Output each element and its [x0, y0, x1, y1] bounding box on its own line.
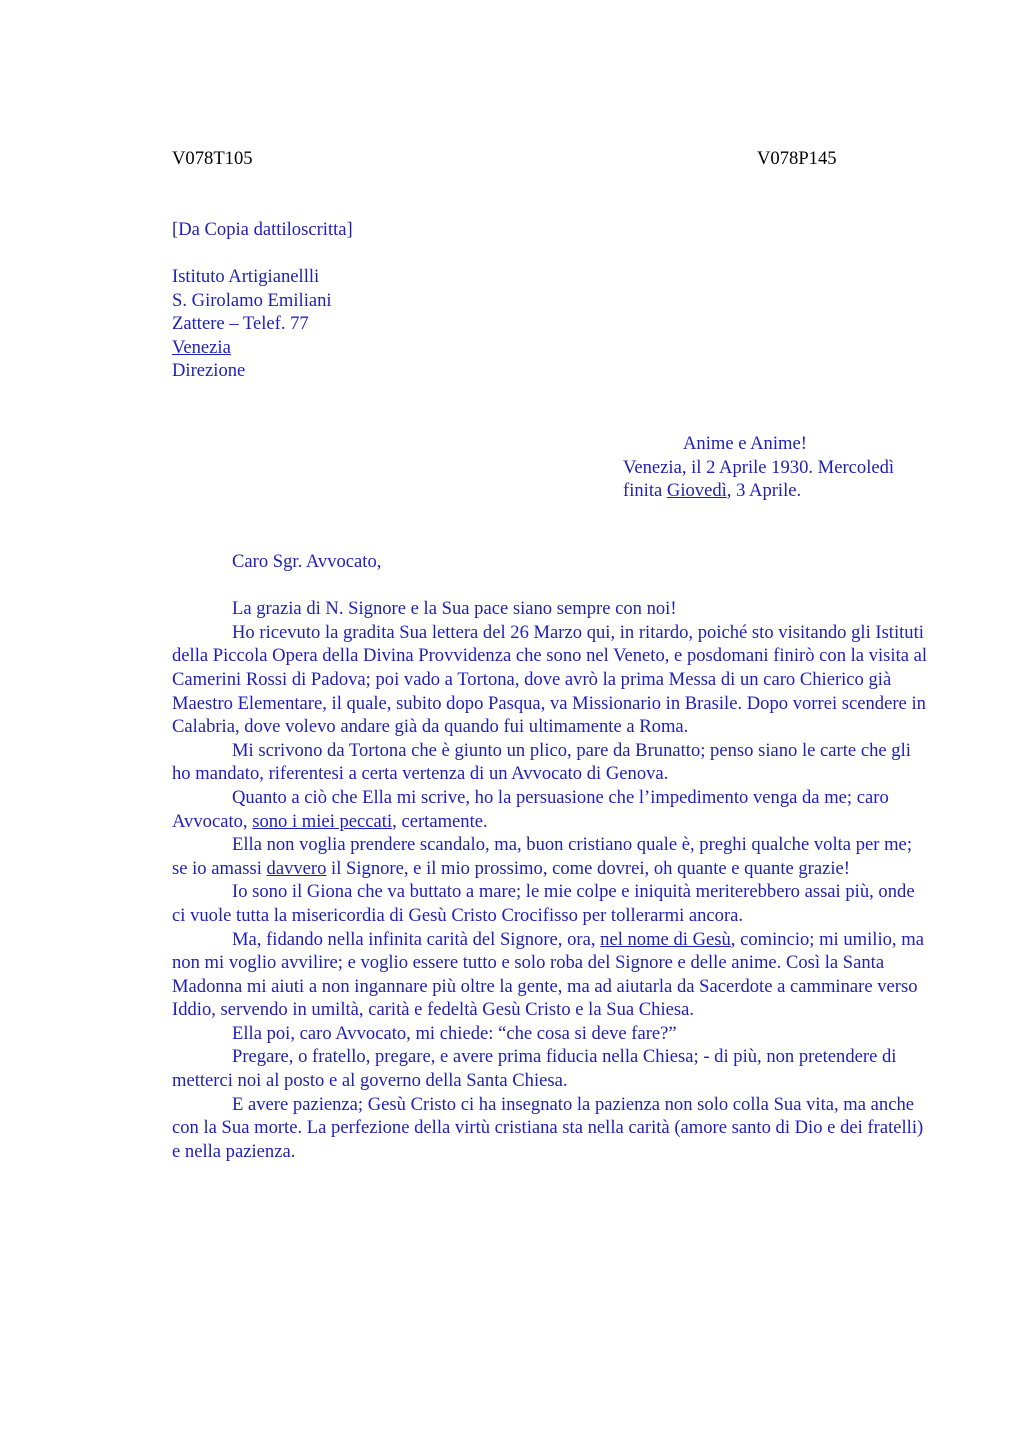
paragraph-jesus-end: , comincio; mi umilio, ma non mi voglio avvilire; e voglio essere tutto e solo roba del Signore e delle anime. Così la Santa Madonna mi aiuti a non ingannare più oltre la gente, ma ad aiutarla da Sacerdote a camminare verso Iddio, servendo in umiltà, carità e fedeltà Gesù Cristo e la Sua Chiesa.	[172, 928, 924, 1021]
dateline	[623, 432, 894, 503]
paragraph-impediment	[172, 786, 932, 833]
paragraph-impediment-text: Quanto a ciò che Ella mi scrive, ho la persuasione che l’impedimento venga da me; caro Avvocato,	[172, 786, 889, 832]
paragraph-pray-end: il Signore, e il mio prossimo, come dovrei, oh quante e quante grazie!	[326, 857, 850, 879]
letter-body	[172, 550, 932, 1163]
paragraph-impediment-underlined: sono i miei peccati	[252, 810, 393, 832]
letterhead-patron: S. Girolamo Emiliani	[172, 289, 332, 311]
paragraph-received-letter: Ho ricevuto la gradita Sua lettera del 26 Marzo qui, in ritardo, poiché sto visitando gli Istituti della Piccola Opera della Divina Provvidenza che sono nel Veneto, e posdomani finirò con la visita al Camerini Rossi di Padova; poi vado a Tortona, dove avrò la prima Messa di un caro Chierico già Maestro Elementare, il quale, subito dopo Pasqua, va Missionario in Brasile. Dopo vorrei scendere in Calabria, dove volevo andare già da quando fui ultimamente a Roma.	[172, 621, 928, 738]
letterhead-city: Venezia	[172, 336, 231, 358]
paragraph-patience: E avere pazienza; Gesù Cristo ci ha insegnato la pazienza non solo colla Sua vita, ma anche con la Sua morte. La perfezione della virtù cristiana sta nella carità (amore santo di Dio e dei fratelli) e nella pazienza.	[172, 1093, 924, 1162]
letterhead	[172, 265, 332, 383]
paragraph-pray-for-me	[172, 833, 932, 880]
letterhead-institute: Istituto Artigianellli	[172, 266, 320, 287]
dateline-finished-day: Giovedì	[666, 480, 727, 502]
paragraph-jesus-underlined: nel nome di Gesù	[600, 928, 731, 950]
document-id-right: V078P145	[757, 148, 837, 169]
dateline-date: Venezia, il 2 Aprile 1930. Mercoledì	[623, 456, 895, 478]
source-note: [Da Copia dattiloscritta]	[172, 219, 353, 240]
dateline-finished-prefix: finita	[623, 480, 667, 502]
paragraph-in-name-of-jesus	[172, 928, 932, 1022]
paragraph-greeting: La grazia di N. Signore e la Sua pace siano sempre con noi!	[232, 598, 677, 620]
paragraph-pray-underlined: davvero	[266, 857, 327, 879]
paragraph-pray-text: Ella non voglia prendere scandalo, ma, buon cristiano quale è, preghi qualche volta per me; se io amassi	[172, 834, 912, 879]
document-id-left: V078T105	[172, 148, 253, 169]
dateline-finished-suffix: , 3 Aprile.	[726, 480, 802, 502]
paragraph-pray: Pregare, o fratello, pregare, e avere prima fiducia nella Chiesa; - di più, non pretendere di metterci noi al posto e al governo della Santa Chiesa.	[172, 1046, 897, 1092]
salutation: Caro Sgr. Avvocato,	[232, 551, 382, 572]
paragraph-jonah: Io sono il Giona che va buttato a mare; le mie colpe e iniquità meriterebbero assai più, onde ci vuole tutta la misericordia di Gesù Cristo Crocifisso per tollerarmi ancora.	[172, 881, 915, 926]
paragraph-jesus-text: Ma, fidando nella infinita carità del Signore, ora,	[232, 928, 601, 950]
paragraph-impediment-end: , certamente.	[392, 810, 488, 832]
paragraph-question: Ella poi, caro Avvocato, mi chiede: “che cosa si deve fare?”	[232, 1022, 677, 1044]
dateline-motto: Anime e Anime!	[683, 433, 807, 454]
letterhead-address: Zattere – Telef. 77	[172, 313, 309, 335]
paragraph-tortona-parcel: Mi scrivono da Tortona che è giunto un plico, pare da Brunatto; penso siano le carte che gli ho mandato, riferentesi a certa vertenza di un Avvocato di Genova.	[172, 739, 911, 785]
letterhead-office: Direzione	[172, 360, 246, 382]
dateline-finished	[623, 479, 894, 503]
